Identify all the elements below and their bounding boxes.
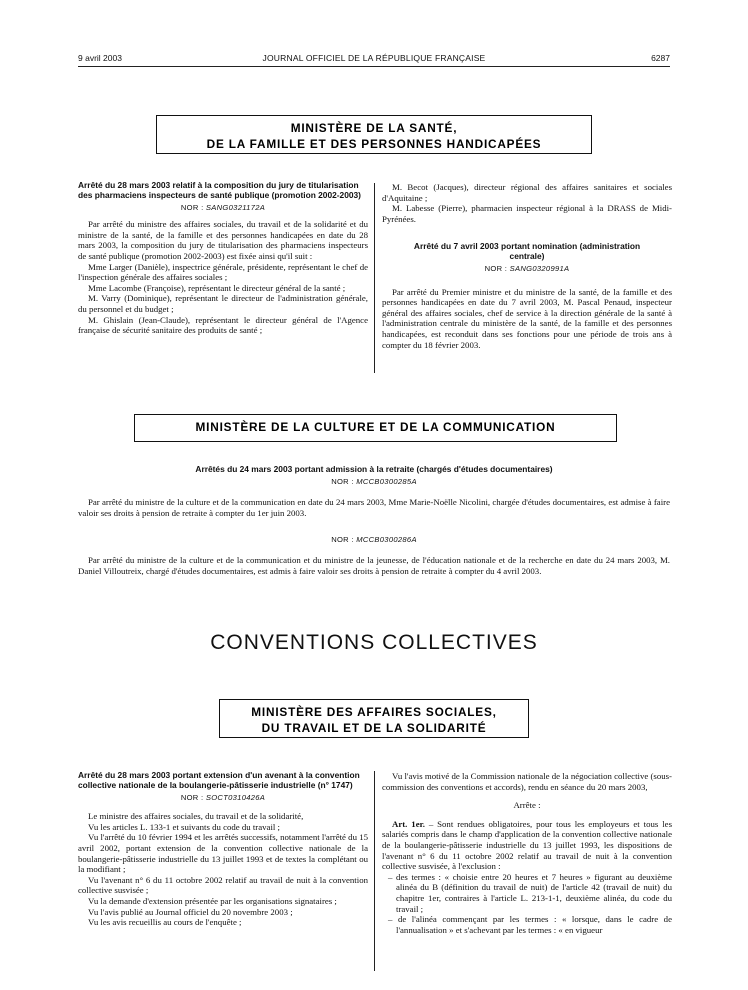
article-title-extension: Arrêté du 28 mars 2003 portant extension d'un avenant à la convention collective nationale de la boulangerie-pâtisserie industrielle (n° 1747) [78, 770, 360, 790]
paragraph: Vu les articles L. 133-1 et suivants du code du travail ; [88, 821, 280, 832]
nor-reference: NOR : MCCB0300286A [331, 534, 417, 544]
paragraph: Vu l'avenant n° 6 du 11 octobre 2002 relatif au travail de nuit à la convention collective susvisée ; [78, 874, 368, 896]
paragraph: M. Labesse (Pierre), pharmacien inspecteur régional à la DRASS de Midi-Pyrénées. [382, 203, 672, 224]
column-separator [374, 183, 375, 373]
article-1-text: – Sont rendues obligatoires, pour tous les employeurs et tous les salariés compris dans le champ d'application de la convention collective nationale de la boulangerie-pâtisserie industrielle du 13 juillet 1993, les dispositions de l'avenant n° 6 du 11 octobre 2002 relatif au travail de nuit à la convention collective susvisée, à l'exclusion : [382, 818, 672, 872]
ministry-affaires-sociales-line1: MINISTÈRE DES AFFAIRES SOCIALES, [251, 705, 497, 719]
paragraph: Le ministre des affaires sociales, du travail et de la solidarité, [88, 811, 304, 822]
section-title: CONVENTIONS COLLECTIVES [210, 631, 538, 654]
header-date: 9 avril 2003 [78, 53, 122, 63]
paragraph: M. Becot (Jacques), directeur régional des affaires sanitaires et sociales d'Aquitaine ; [382, 182, 672, 203]
exclusion-item: – des termes : « choisie entre 20 heures et 7 heures » figurant au deuxième alinéa du B (définition du travail de nuit) de l'article 42 (travail de nuit) du chapitre 1er, contraires à l'article L. 213-1-1, deuxième alinéa, du code du travail ; [388, 871, 672, 914]
ministry-sante-heading [156, 115, 592, 154]
paragraph: Par arrêté du ministre des affaires sociales, du travail et de la solidarité et du ministre de la santé, de la famille et des personnes handicapées en date du 28 mars 2003, la composition du jury de titularisation des pharmaciens inspecteurs de santé publique (promotion 2002-2003) est fixée ainsi qu'il suit : [78, 219, 368, 261]
paragraph: Vu la demande d'extension présentée par les organisations signataires ; [88, 895, 337, 906]
ministry-culture-heading [134, 414, 617, 442]
paragraph: Vu l'avis motivé de la Commission nationale de la négociation collective (sous-commission des conventions et accords), rendu en séance du 20 mars 2003, [382, 771, 672, 792]
paragraph: Mme Larger (Danièle), inspectrice générale, présidente, représentant le chef de l'inspection générale des affaires sociales ; [78, 261, 368, 283]
left-column-conventions [78, 771, 368, 928]
paragraph: Par arrêté du ministre de la culture et de la communication en date du 24 mars 2003, Mme Marie-Noëlle Nicolini, chargée d'études documentaires, est admise à faire valoir ses droits à pension de retraite à compter du 1er juin 2003. [78, 497, 670, 518]
paragraph: Vu l'avis publié au Journal officiel du 20 novembre 2003 ; [88, 906, 293, 917]
culture-section [78, 465, 670, 576]
arrete-label: Arrête : [513, 800, 541, 811]
ministry-affaires-sociales-line2: DU TRAVAIL ET DE LA SOLIDARITÉ [261, 721, 487, 735]
paragraph: Par arrêté du Premier ministre et du ministre de la santé, de la famille et des personnes handicapées en date du 7 avril 2003, M. Pascal Penaud, inspecteur général des affaires sociales, chef de service à la direction générale de la santé à l'administration centrale du ministère de la santé, de la famille et des personnes handicapées, est reconduit dans ses fonctions pour une période de trois ans à compter du 18 février 2003. [382, 286, 672, 350]
paragraph: Par arrêté du ministre de la culture et de la communication et du ministre de la jeunesse, de l'éducation nationale et de la recherche en date du 24 mars 2003, M. Daniel Villoutreix, chargé d'études documentaires, est admis à faire valoir ses droits à pension de retraite à compter du 4 avril 2003. [78, 555, 670, 576]
article-title-jury: Arrêté du 28 mars 2003 relatif à la composition du jury de titularisation des pharmaciens inspecteurs de santé publique (promotion 2002-2003) [78, 180, 361, 200]
nor-reference: NOR : SANG0320991A [484, 263, 570, 273]
column-separator [374, 771, 375, 971]
header-journal-title: JOURNAL OFFICIEL DE LA RÉPUBLIQUE FRANÇAISE [262, 53, 486, 63]
ministry-affaires-sociales-heading [219, 699, 529, 738]
paragraph: Mme Lacombe (Françoise), représentant le directeur général de la santé ; [88, 282, 346, 293]
ministry-sante-line1: MINISTÈRE DE LA SANTÉ, [290, 121, 458, 135]
left-column-sante [78, 181, 368, 336]
nor-reference: NOR : SANG0321172A [180, 202, 266, 212]
paragraph: M. Varry (Dominique), représentant le directeur de l'administration générale, du personnel et du budget ; [78, 293, 368, 314]
paragraph: Vu les avis recueillis au cours de l'enquête ; [88, 917, 242, 928]
exclusion-item: – de l'alinéa commençant par les termes : « lorsque, dans le cadre de l'annualisation » et s'achevant par les termes : « en vigueur [388, 914, 672, 935]
nor-reference: NOR : MCCB0300285A [331, 476, 417, 486]
running-header [78, 53, 670, 67]
nor-reference: NOR : SOCT0310426A [180, 792, 266, 802]
ministry-culture-line1: MINISTÈRE DE LA CULTURE ET DE LA COMMUNICATION [195, 420, 556, 434]
ministry-sante-line2: DE LA FAMILLE ET DES PERSONNES HANDICAPÉES [206, 137, 542, 151]
header-rule [78, 66, 670, 67]
article-title-retraite: Arrêtés du 24 mars 2003 portant admission à la retraite (chargés d'études documentaires) [195, 464, 553, 474]
article-1-label: Art. 1er. [392, 818, 425, 829]
article-1 [382, 819, 672, 872]
right-column-conventions [382, 771, 672, 935]
header-page-number: 6287 [651, 53, 670, 63]
paragraph: Vu l'arrêté du 10 février 1994 et les arrêtés successifs, notamment l'arrêté du 15 avril 2002, portant extension de la convention collective nationale de la boulangerie-pâtisserie industrielle du 13 juillet 1993 et de textes la complétant ou la modifiant ; [78, 832, 368, 875]
paragraph: M. Ghislain (Jean-Claude), représentant le directeur général de l'Agence française de sécurité sanitaire des produits de santé ; [78, 314, 368, 336]
right-column-sante [382, 182, 672, 350]
article-title-nomination: Arrêté du 7 avril 2003 portant nomination (administration centrale) [413, 241, 641, 262]
